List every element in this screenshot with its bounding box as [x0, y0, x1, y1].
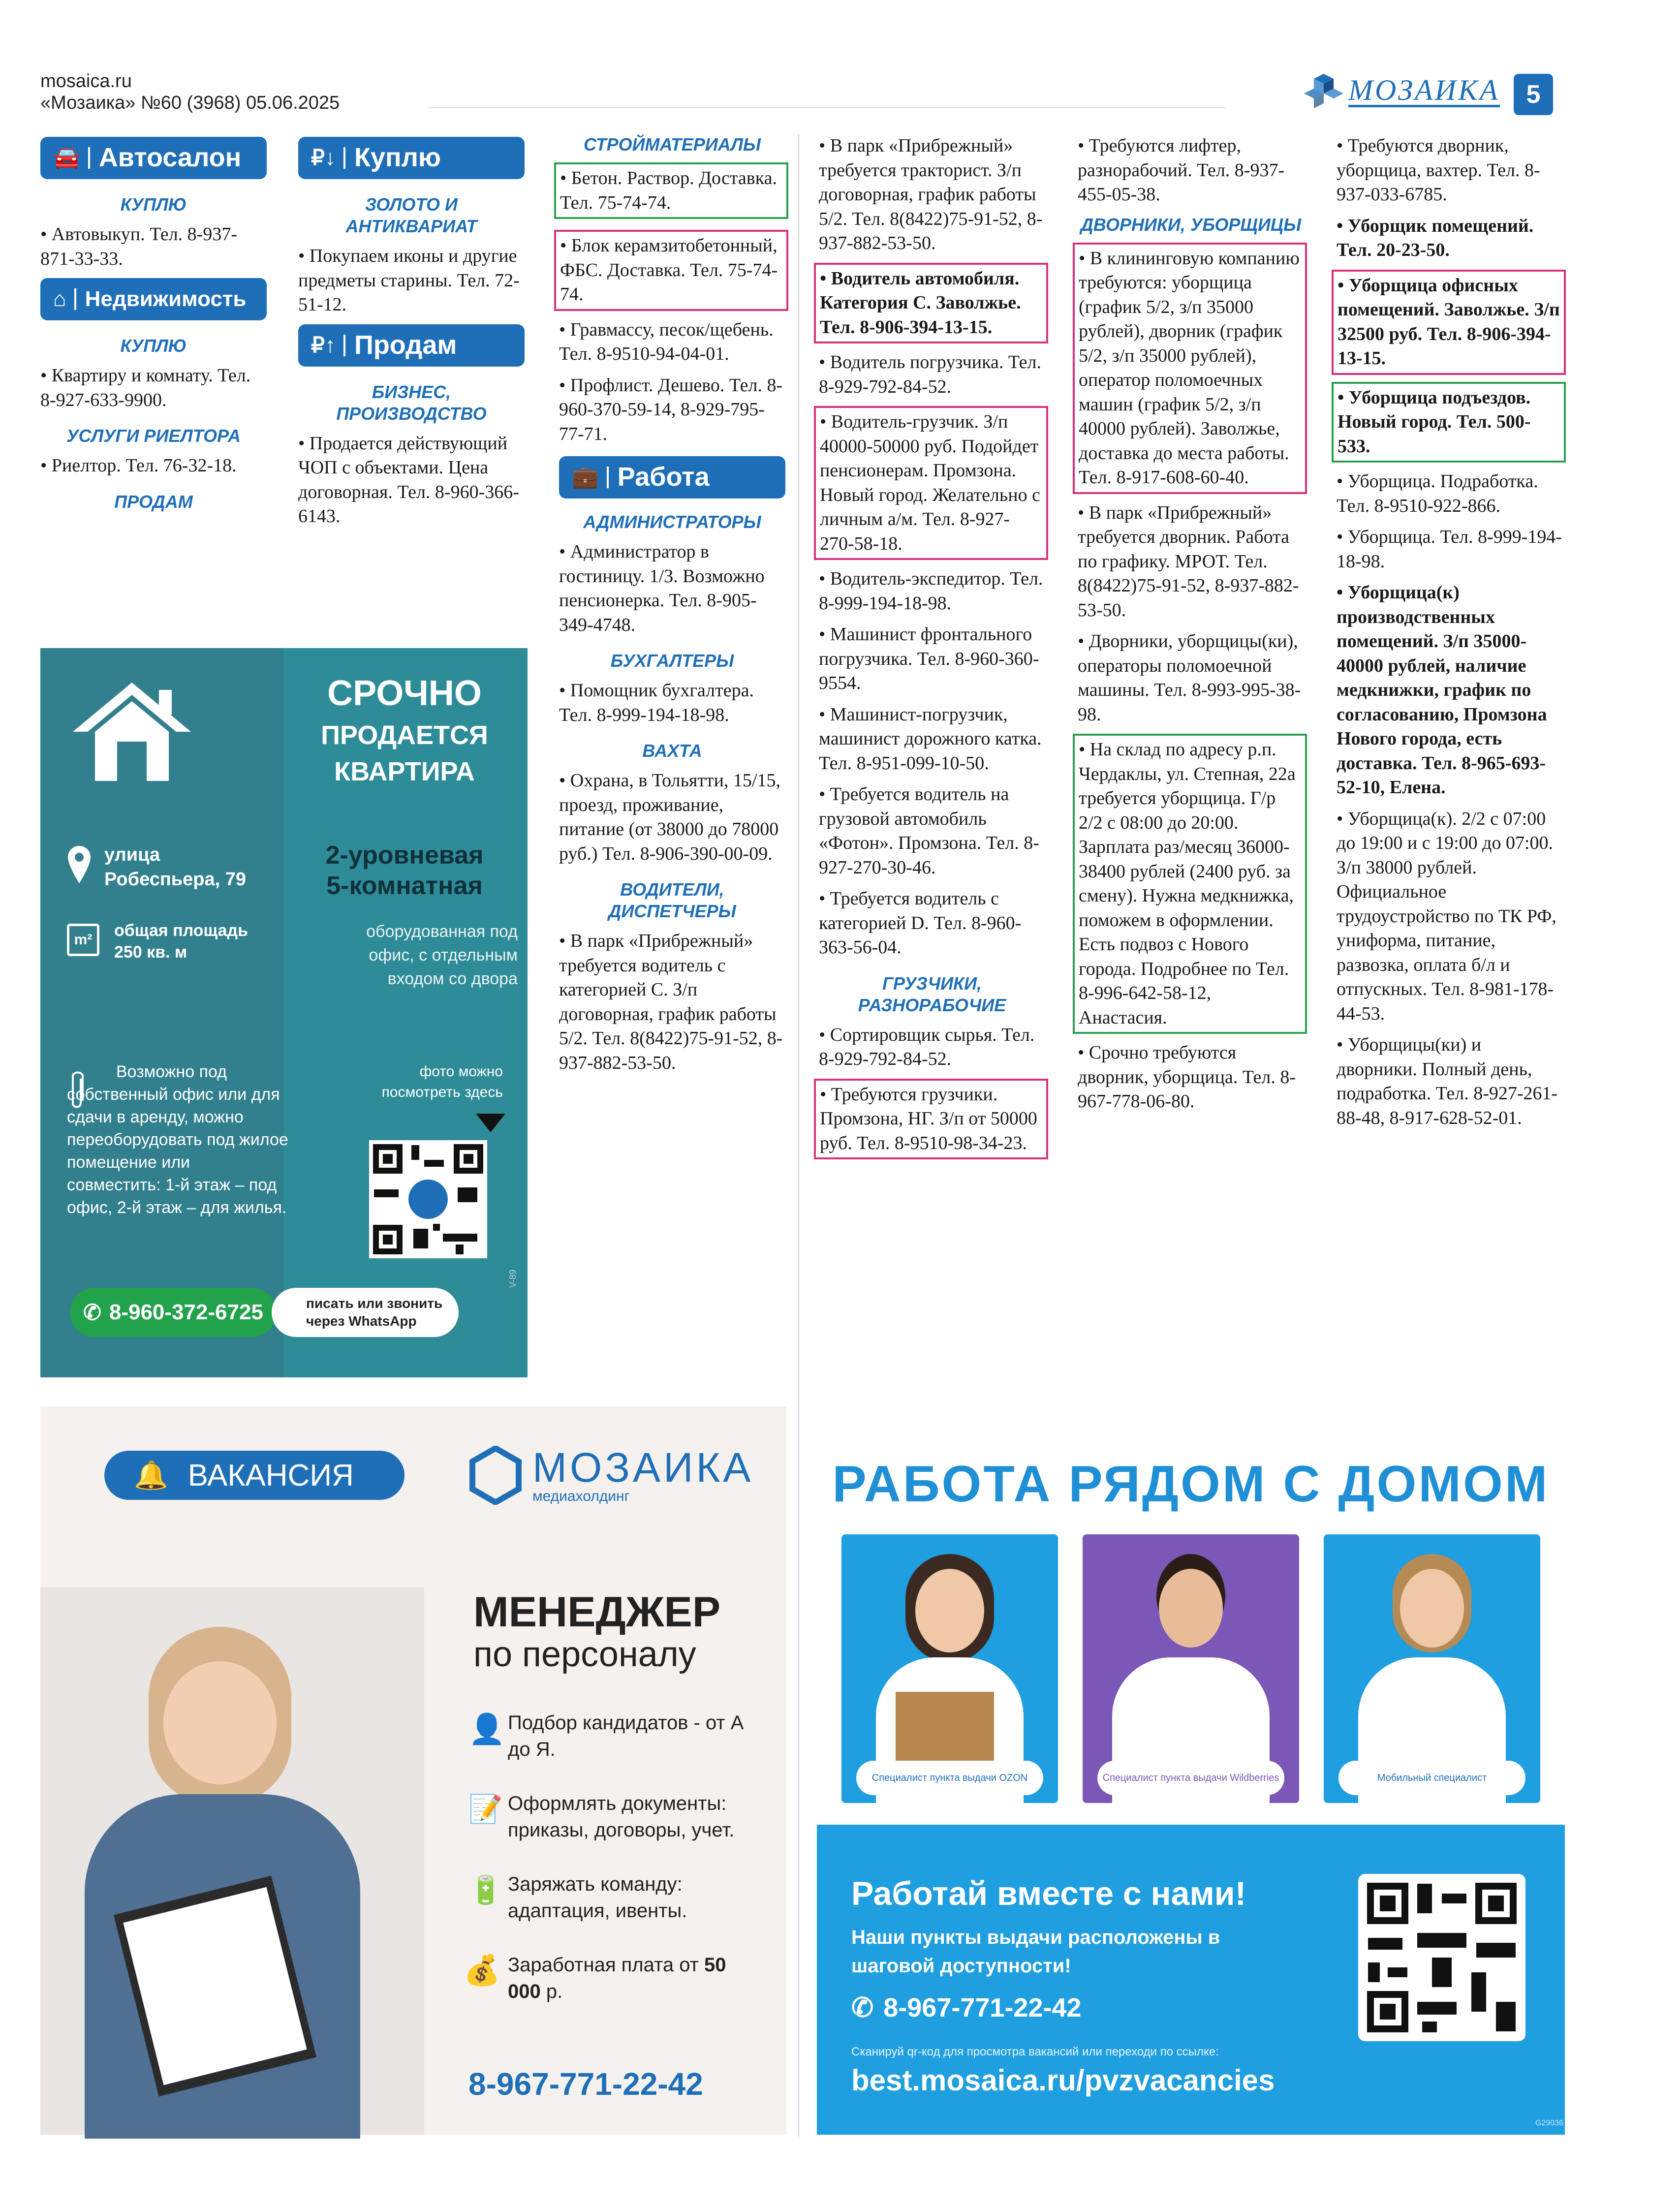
levels: 2-уровневая	[325, 841, 484, 870]
woman-photo	[40, 1587, 424, 2135]
column-3	[559, 134, 785, 1082]
ad-item-framed: • На склад по адресу р.п. Чердаклы, ул. Степная, 22а требуется уборщица. Г/р 2/2 с 08:00 до 20:00. Зарплата раз/месяц 36000-38400 рублей (2400 руб. за смену). Нужна медкнижка, поможем в оформлении. Есть подвоз с Нового города. Подробнее по Тел. 8-996-642-58-12, Анастасия.	[1073, 734, 1307, 1034]
document-icon: 📝	[468, 1794, 503, 1825]
ad-item: • Уборщица(к). 2/2 с 07:00 до 19:00 и с 19:00 до 07:00. З/п 38000 рублей. Официальное трудоустройство по ТК РФ, униформа, питание, развозка, оплата б/л и отпускных. Тел. 8-981-178-44-53.	[1337, 808, 1556, 1024]
ruble-up-icon: ₽↑	[311, 333, 336, 357]
heading-biz: БИЗНЕС, ПРОИЗВОДСТВО	[336, 381, 487, 424]
card-label: Специалист пункта выдачи Wildberries	[1097, 1761, 1284, 1795]
brand-name: МОЗАИКА	[532, 1444, 754, 1491]
column-divider	[798, 134, 799, 2137]
qr-code[interactable]	[369, 1140, 487, 1258]
whatsapp-icon: ✆	[83, 1300, 101, 1325]
ad-item: • В парк «Прибрежный» требуется водитель с категорией С. З/п договорная, график работы 5/2. Тел. 8(8422)75-91-52, 8-937-882-53-50.	[559, 931, 783, 1073]
street-name: Робеспьера, 79	[104, 869, 247, 890]
ad-item: • Риелтор. Тел. 76-32-18.	[40, 455, 237, 476]
heading-dvor: ДВОРНИКИ, УБОРЩИЦЫ	[1080, 214, 1302, 235]
ad-item: • Машинист фронтального погрузчика. Тел. 8-960-360-9554.	[819, 624, 1039, 693]
vacancy-subtitle: по персоналу	[473, 1635, 696, 1674]
ad-item: • Требуется водитель с категорией D. Тел. 8-960-363-56-04.	[819, 888, 1022, 958]
ad-code: G29036	[1535, 2119, 1563, 2127]
ad-item: • Требуются дворник, уборщица, вахтер. Тел. 8-937-033-6785.	[1337, 135, 1540, 205]
duty-3: Заряжать команду: адаптация, ивенты.	[508, 1873, 687, 1922]
ad-item: • Администратор в гостиницу. 1/3. Возможно пенсионерка. Тел. 8-905-349-4748.	[559, 541, 765, 635]
mosaica-hex-logo-icon	[468, 1446, 523, 1505]
ad-item: • Сортировщик сырья. Тел. 8-929-792-84-52.	[819, 1024, 1035, 1069]
qr-code[interactable]	[1358, 1874, 1525, 2041]
job-promo-banner	[817, 1406, 1565, 2135]
ad-item: • Квартиру и комнату. Тел. 8-927-633-9900.	[40, 365, 251, 410]
office-desc: оборудованная под офис, с отдельным входом со двора	[366, 922, 518, 988]
salary-icon: 💰	[464, 1954, 500, 1987]
ad-item: • Водитель-экспедитор. Тел. 8-999-194-18-98.	[819, 568, 1043, 614]
section-autosalon[interactable]: 🚘 Автосалон	[40, 137, 267, 179]
ad-item: • Срочно требуются дворник, уборщица. Тел. 8-967-778-06-80.	[1078, 1042, 1296, 1112]
arrow-down-icon	[476, 1114, 505, 1132]
heading-rieltor: УСЛУГИ РИЕЛТОРА	[66, 426, 241, 446]
ad-item: • Требуются лифтер, разнорабочий. Тел. 8-937-455-05-38.	[1078, 135, 1285, 205]
card-wildberries[interactable]	[1083, 1534, 1299, 1803]
ad-item: • Водитель погрузчика. Тел. 8-929-792-84-52.	[819, 352, 1041, 397]
street-label: улица	[104, 844, 160, 865]
car-icon: 🚘	[53, 146, 80, 170]
ad-item: • Охрана, в Тольятти, 15/15, проезд, проживание, питание (от 38000 до 78000 руб.) Тел. 8-906-390-00-09.	[559, 770, 780, 864]
ad-item-framed: • Уборщица подъездов. Новый город. Тел. 500-533.	[1332, 382, 1566, 463]
ad-item: • Дворники, уборщицы(ки), операторы поломоечной машины. Тел. 8-993-995-38-98.	[1078, 631, 1301, 725]
promo-headline: Работай вместе с нами!	[851, 1875, 1246, 1912]
logo-cubes-icon	[1304, 74, 1343, 108]
site-url[interactable]: mosaica.ru	[40, 71, 132, 92]
heading-kuplyu: КУПЛЮ	[120, 194, 187, 215]
section-buy[interactable]: ₽↓ Куплю	[298, 137, 525, 179]
heading-buh: БУХГАЛТЕРЫ	[610, 651, 734, 671]
vacancy-title: МЕНЕДЖЕР	[473, 1588, 721, 1636]
column-4	[819, 134, 1045, 1166]
ad-item: • Гравмассу, песок/щебень. Тел. 8-9510-94-04-01.	[559, 319, 774, 364]
duty-1: Подбор кандидатов - от А до Я.	[508, 1712, 744, 1760]
ad-item: • Уборщица(к) производственных помещений. З/п 35000-40000 рублей, наличие медкнижки, график по согласованию, Промзона Нового города, есть доставка. Тел. 8-965-693-52-10, Елена.	[1337, 582, 1547, 798]
ad-item: • Помощник бухгалтера. Тел. 8-999-194-18-98.	[559, 680, 754, 725]
ad-item: • Уборщик помещений. Тел. 20-23-50.	[1337, 215, 1534, 260]
house-icon: ⌂	[53, 287, 66, 311]
promo-phone[interactable]: ✆ 8-967-771-22-42	[851, 1993, 1082, 2022]
logo-text: МОЗАИКА	[1348, 73, 1500, 106]
heading-vahta: ВАХТА	[642, 741, 702, 761]
ad-item: • Уборщица. Тел. 8-999-194-18-98.	[1337, 527, 1562, 572]
heading-zoloto: ЗОЛОТО И АНТИКВАРИАТ	[345, 194, 477, 236]
page-number: 5	[1514, 74, 1553, 115]
heading-drivers: ВОДИТЕЛИ, ДИСПЕТЧЕРЫ	[608, 879, 736, 921]
heading-gruz: ГРУЗЧИКИ, РАЗНОРАБОЧИЕ	[858, 973, 1006, 1015]
location-pin-icon	[67, 845, 92, 884]
battery-icon: 🔋	[468, 1875, 503, 1906]
banner-title-1: СРОЧНО	[327, 674, 482, 713]
banner-title-2: ПРОДАЕТСЯ	[321, 720, 488, 750]
salary: Заработная плата от 50 000 р.	[508, 1954, 726, 2002]
card-label: Мобильный специалист	[1338, 1761, 1525, 1795]
ad-item-framed: • Бетон. Раствор. Доставка. Тел. 75-74-74.	[554, 162, 788, 219]
area-value: 250 кв. м	[114, 943, 187, 962]
bell-icon: 🔔	[134, 1460, 168, 1491]
issue-info: «Мозаика» №60 (3968) 05.06.2025	[40, 93, 340, 113]
ad-item: • Профлист. Дешево. Тел. 8-960-370-59-14, 8-929-795-77-71.	[559, 374, 783, 444]
note: Возможно под собственный офис или для сдачи в аренду, можно переоборудовать под жилое помещение или совместить: 1-й этаж – под офис, 2-й этаж – для жилья.	[67, 1062, 288, 1217]
ad-item: • Уборщицы(ки) и дворники. Полный день, подработка. Тел. 8-927-261-88-48, 8-917-628-52-01.	[1337, 1034, 1558, 1128]
vacancy-phone[interactable]: 8-967-771-22-42	[468, 2066, 703, 2102]
column-5	[1078, 134, 1304, 1121]
ad-item: • Требуется водитель на грузовой автомобиль «Фотон». Промзона. Тел. 8-927-270-30-46.	[819, 784, 1039, 878]
whatsapp-hint: писать или звонить через WhatsApp	[272, 1288, 459, 1337]
flat-sale-banner	[40, 648, 528, 1377]
ad-code: V-89	[508, 1269, 518, 1288]
ruble-down-icon: ₽↓	[311, 146, 336, 170]
header-divider	[428, 107, 1225, 108]
ad-item: • Продается действующий ЧОП с объектами. Цена договорная. Тел. 8-960-366-6143.	[298, 433, 519, 527]
heading-stroy: СТРОЙМАТЕРИАЛЫ	[584, 134, 761, 155]
job-promo-title: РАБОТА РЯДОМ С ДОМОМ	[832, 1456, 1550, 1513]
ad-item-framed: • Водитель-грузчик. З/п 40000-50000 руб. Подойдет пенсионерам. Промзона. Новый город. Желательно с личным а/м. Тел. 8-927-270-58-18.	[814, 406, 1048, 560]
ad-item: • В парк «Прибрежный» требуется тракторист. З/п договорная, график работы 5/2. Тел. 8(8422)75-91-52, 8-937-882-53-50.	[819, 135, 1043, 253]
column-6	[1337, 134, 1563, 1137]
brand-sub: медиахолдинг	[532, 1488, 630, 1504]
scan-hint: Сканируй qr-код для просмотра вакансий или переходи по ссылке:	[851, 2045, 1219, 2058]
ad-item: • Покупаем иконы и другие предметы старины. Тел. 72-51-12.	[298, 246, 520, 315]
heading-kuplyu: КУПЛЮ	[120, 336, 187, 356]
area-icon: m²	[67, 924, 99, 956]
promo-url[interactable]: best.mosaica.ru/pvzvacancies	[851, 2064, 1275, 2097]
ad-item: • В парк «Прибрежный» требуется дворник. Работа по графику. МРОТ. Тел. 8(8422)75-91-52, 8-937-882-53-50.	[1078, 502, 1299, 621]
ad-item-framed: • В клининговую компанию требуются: уборщица (график 5/2, з/п 35000 рублей), дворник (график 5/2, з/п 35000 рублей), оператор поломоечных машин (график 5/2, з/п 40000 рублей). Заволжье, доставка до места работы. Тел. 8-917-608-60-40.	[1073, 243, 1307, 494]
house-icon	[68, 678, 196, 786]
section-realty[interactable]: ⌂ Недвижимость	[40, 278, 267, 320]
duty-2: Оформлять документы: приказы, договоры, учет.	[508, 1793, 735, 1841]
ad-item: • Машинист-погрузчик, машинист дорожного катка. Тел. 8-951-099-10-50.	[819, 704, 1042, 774]
card-ozon[interactable]	[841, 1534, 1058, 1803]
photo-note: фото можно посмотреть здесь	[381, 1063, 503, 1100]
card-mobile[interactable]	[1324, 1534, 1540, 1803]
ad-item-framed: • Уборщица офисных помещений. Заволжье. З/п 32500 руб. Тел. 8-906-394-13-15.	[1332, 270, 1566, 375]
promo-sub: Наши пункты выдачи расположены в шаговой доступности!	[851, 1927, 1220, 1977]
whatsapp-phone-button[interactable]: ✆ 8-960-372-6725	[70, 1288, 277, 1337]
ad-item: • Автовыкуп. Тел. 8-937-871-33-33.	[40, 224, 237, 269]
rooms: 5-комнатная	[326, 871, 483, 900]
area-label: общая площадь	[114, 921, 249, 940]
column-1	[40, 134, 267, 520]
ad-item: • Уборщица. Подработка. Тел. 8-9510-922-866.	[1337, 471, 1538, 516]
banner-title-3: КВАРТИРА	[334, 757, 475, 786]
section-sell[interactable]: ₽↑ Продам	[298, 324, 525, 367]
heading-prodam: ПРОДАМ	[114, 491, 193, 512]
person-icon: 👤	[468, 1713, 505, 1745]
vacancy-badge: 🔔 ВАКАНСИЯ	[104, 1451, 404, 1500]
card-label: Специалист пункта выдачи OZON	[856, 1761, 1043, 1795]
heading-admin: АДМИНИСТРАТОРЫ	[583, 512, 761, 532]
briefcase-icon: 💼	[572, 465, 599, 490]
phone-icon: ✆	[851, 1993, 874, 2022]
ad-item-framed: • Требуются грузчики. Промзона, НГ. З/п от 50000 руб. Тел. 8-9510-98-34-23.	[814, 1079, 1048, 1160]
job-promo-footer	[817, 1825, 1565, 2135]
mosaica-logo	[1304, 74, 1500, 108]
column-2	[298, 134, 525, 536]
ad-item-framed: • Водитель автомобиля. Категория С. Заволжье. Тел. 8-906-394-13-15.	[814, 263, 1048, 344]
vacancy-banner	[40, 1406, 786, 2135]
section-work[interactable]: 💼 Работа	[559, 456, 785, 498]
ad-item-framed: • Блок керамзитобетонный, ФБС. Доставка. Тел. 75-74-74.	[554, 230, 788, 311]
